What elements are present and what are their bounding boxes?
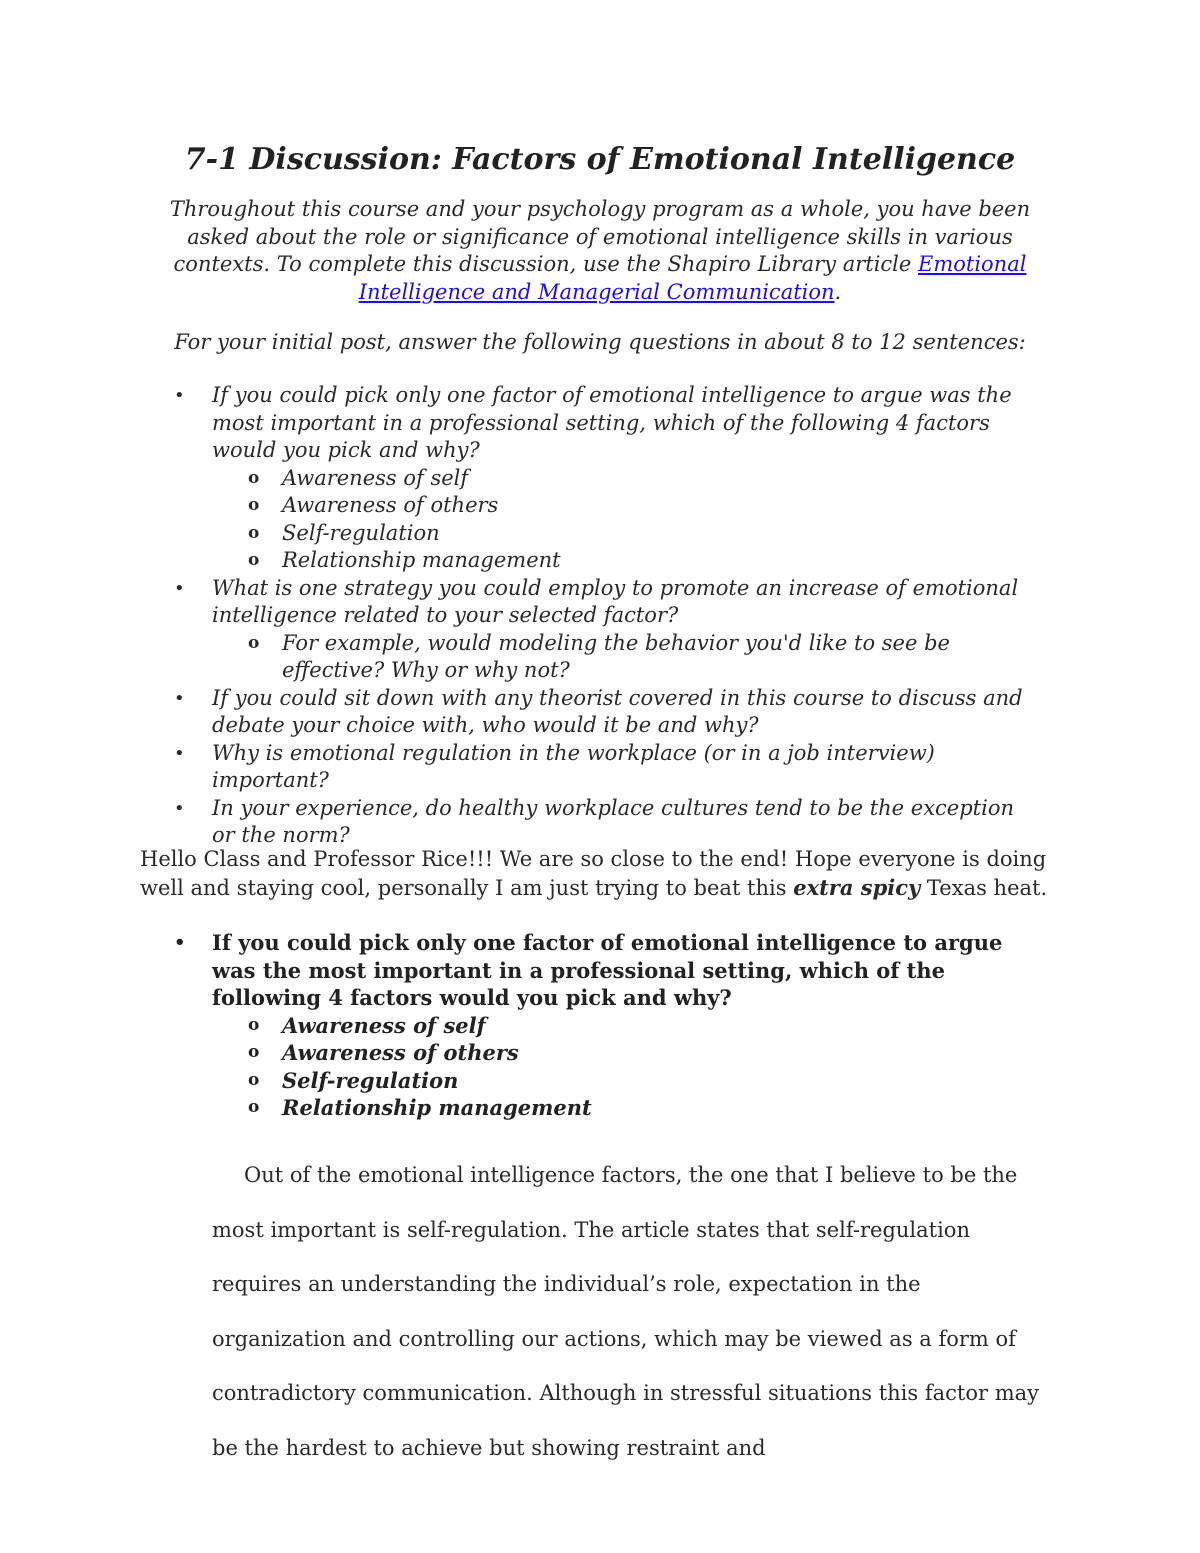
sub-bullet-icon: o	[248, 495, 260, 515]
shapiro-article-link[interactable]: Emotional Intelligence and Managerial Communication	[358, 252, 1027, 304]
question-item	[0, 685, 1032, 740]
page-title: 7-1 Discussion: Factors of Emotional Intelligence	[184, 142, 1016, 177]
sub-bullet-icon: o	[248, 632, 260, 653]
bullet-icon: •	[174, 687, 185, 709]
sub-item-text: Awareness of others	[282, 1040, 519, 1065]
sub-bullet-icon: o	[248, 1097, 260, 1117]
sub-item-text: For example, would modeling the behavior you'd like to see be effective? Why or why not?	[282, 630, 950, 682]
bullet-icon: •	[174, 385, 185, 406]
response-question-item	[0, 929, 1032, 1122]
sub-item	[212, 630, 1032, 685]
question-text: If you could pick only one factor of emotional intelligence to argue was the most important in a professional setting, which of the following 4 factors would you pick and why?	[212, 383, 1012, 462]
sub-item-text: Awareness of self	[282, 465, 469, 490]
sub-item-text: Self-regulation	[282, 1067, 459, 1093]
response-question-list	[0, 929, 1032, 1122]
sub-item-text: Awareness of self	[282, 1012, 486, 1038]
question-text: In your experience, do healthy workplace cultures tend to be the exception or the norm?	[212, 795, 1014, 847]
intro-text: Throughout this course and your psychology program as a whole, you have been asked about the role or significance of emotional intelligence skills in various contexts. To complete this discussion, use the Shapiro Library article	[169, 197, 1031, 276]
sub-bullet-icon: o	[248, 550, 260, 570]
question-text: If you could sit down with any theorist covered in this course to discuss and debate your choice with, who would it be and why?	[212, 685, 1023, 737]
question-text: Why is emotional regulation in the workplace (or in a job interview) important?	[212, 740, 935, 792]
bullet-icon: •	[174, 742, 185, 764]
sub-item	[212, 492, 1032, 520]
greeting-text: Hello Class and Professor Rice!!! We are so close to the end! Hope everyone is doing well and staying cool, personally I am just trying to beat this	[140, 847, 1047, 900]
intro-end: .	[834, 279, 842, 304]
question-list	[0, 382, 1032, 850]
sub-item	[212, 547, 1032, 575]
answer-paragraph: Out of the emotional intelligence factors, the one that I believe to be the most important is self-regulation. The article states that self-regulation requires an understanding the individual’s role, expectation in the organization and controlling our actions, which may be viewed as a form of contradictory communication. Although in stressful situations this factor may be the hardest to achieve but showing restraint and	[212, 1163, 1039, 1460]
sub-list	[212, 1012, 1032, 1122]
sub-bullet-icon: o	[248, 1042, 260, 1062]
sub-item-text: Awareness of others	[282, 493, 499, 517]
sub-item-text: Self-regulation	[282, 520, 440, 545]
question-item	[0, 382, 1032, 575]
sub-item	[212, 520, 1032, 548]
sub-item-text: Relationship management	[282, 548, 561, 572]
question-item	[0, 740, 1032, 795]
sub-item	[212, 465, 1032, 493]
response-greeting	[140, 846, 1070, 902]
sub-bullet-icon: o	[248, 522, 260, 543]
intro-paragraph	[140, 196, 1060, 306]
sub-bullet-icon: o	[248, 1014, 260, 1035]
sub-item	[212, 1067, 1032, 1095]
bullet-icon: •	[174, 932, 186, 953]
bullet-icon: •	[174, 797, 185, 819]
response-question-text: If you could pick only one factor of emotional intelligence to argue was the most important in a professional setting, which of the following 4 factors would you pick and why?	[212, 930, 1003, 1010]
sub-item-text: Relationship management	[282, 1095, 592, 1120]
sub-list	[212, 630, 1032, 685]
sub-item	[212, 1094, 1032, 1122]
question-item	[0, 575, 1032, 685]
sub-list	[212, 465, 1032, 575]
sub-item	[212, 1012, 1032, 1040]
question-text: What is one strategy you could employ to promote an increase of emotional intelligence related to your selected factor?	[212, 575, 1019, 627]
question-item	[0, 795, 1032, 850]
greeting-end: Texas heat.	[920, 875, 1048, 900]
sub-bullet-icon: o	[248, 1069, 260, 1090]
instructions-prompt: For your initial post, answer the following questions in about 8 to 12 sentences:	[174, 330, 1026, 354]
bullet-icon: •	[174, 577, 185, 599]
greeting-emphasis: extra spicy	[793, 874, 921, 900]
sub-item	[212, 1039, 1032, 1067]
sub-bullet-icon: o	[248, 467, 260, 488]
